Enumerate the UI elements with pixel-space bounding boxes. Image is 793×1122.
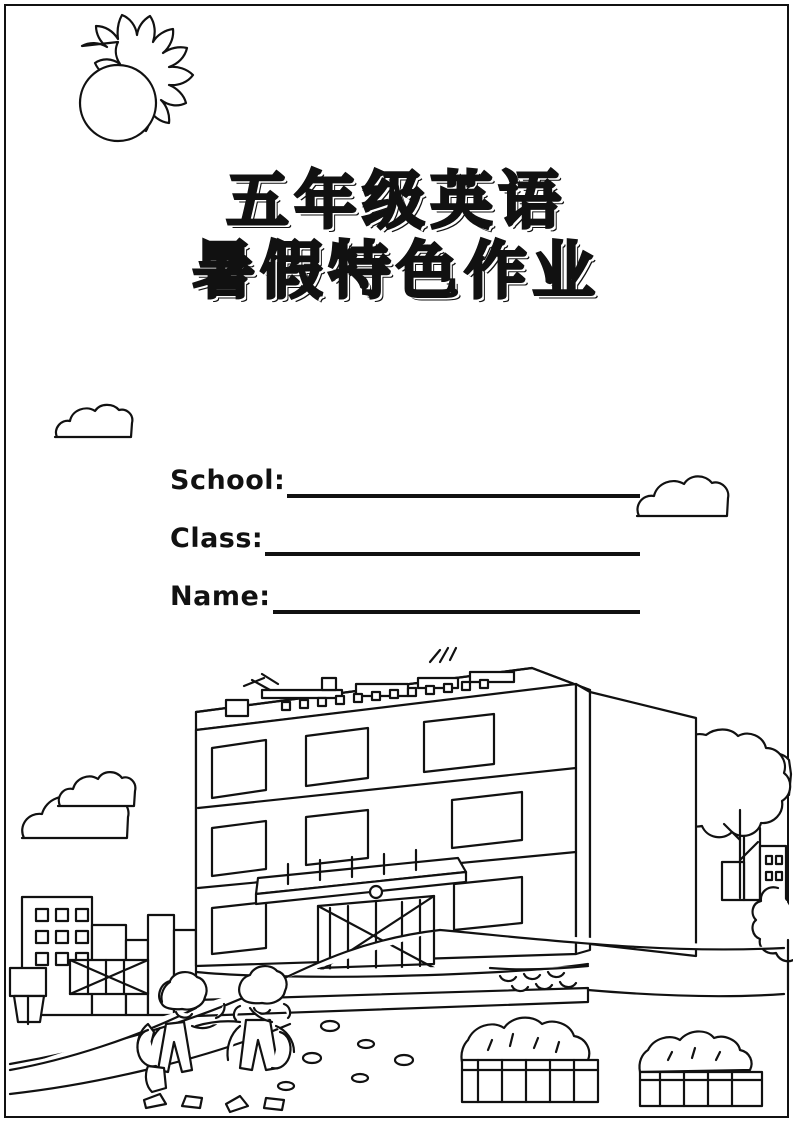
field-class[interactable] [170, 498, 640, 556]
title-line-2: 暑假特色作业 [192, 234, 601, 307]
title-line-1: 五年级英语 [226, 164, 567, 237]
two-students-walking-illustration [137, 966, 294, 1112]
student-info-fields [170, 440, 640, 614]
cloud-icon-2 [637, 476, 728, 516]
fence-illustration [70, 960, 148, 994]
field-school-blank[interactable] [287, 468, 640, 498]
field-school[interactable] [170, 440, 640, 498]
bush-illustration [461, 1018, 762, 1106]
field-school-label: School: [170, 465, 286, 496]
cloud-icon-1 [55, 405, 132, 437]
field-name[interactable] [170, 556, 640, 614]
basketball-hoop-illustration [10, 968, 46, 1024]
field-name-blank[interactable] [273, 584, 640, 614]
field-class-label: Class: [170, 523, 264, 554]
sun-icon [80, 15, 193, 141]
field-class-blank[interactable] [265, 526, 640, 556]
field-name-label: Name: [170, 581, 271, 612]
school-building-illustration [196, 648, 696, 1016]
cloud-icon-3 [22, 772, 135, 838]
